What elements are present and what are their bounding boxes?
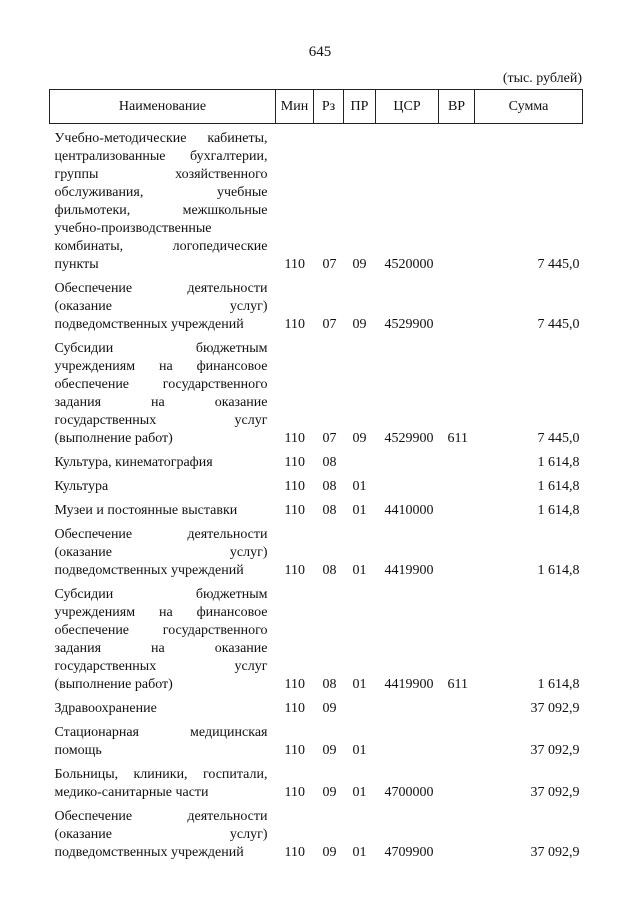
row-min: 110: [284, 257, 305, 272]
table-row: [50, 586, 583, 700]
row-min: 110: [284, 479, 305, 494]
table-row: [50, 502, 583, 526]
row-sum: 1 614,8: [537, 479, 580, 494]
table-row: [50, 700, 583, 724]
row-csr: 4419900: [384, 677, 434, 692]
row-min: 110: [284, 701, 305, 716]
table-row: [50, 724, 583, 766]
row-name: Субсидии бюджетным учреждениям на финансовое обеспечение государственного задания на оказание государственных услуг (выполнение работ): [54, 587, 268, 692]
row-vr: [439, 280, 475, 340]
row-csr: 4529900: [384, 317, 434, 332]
row-csr: [376, 454, 439, 478]
row-rz: 07: [322, 257, 337, 272]
table-row: [50, 766, 583, 808]
row-pr: 09: [352, 257, 367, 272]
table-row: [50, 124, 583, 281]
row-csr: [376, 478, 439, 502]
row-name: Здравоохранение: [54, 701, 157, 716]
row-csr: 4419900: [384, 563, 434, 578]
row-min: 110: [284, 563, 305, 578]
row-csr: [376, 700, 439, 724]
row-pr: 01: [352, 743, 367, 758]
page-number: 645: [308, 44, 332, 60]
row-vr: [439, 124, 475, 281]
table-row: [50, 454, 583, 478]
row-vr: [439, 808, 475, 868]
row-rz: 07: [322, 431, 337, 446]
row-csr: 4529900: [384, 431, 434, 446]
row-name: Обеспечение деятельности (оказание услуг) подведомственных учреждений: [54, 281, 268, 332]
row-vr: [439, 766, 475, 808]
row-pr: [344, 454, 376, 478]
row-min: 110: [284, 677, 305, 692]
row-min: 110: [284, 503, 305, 518]
row-pr: 01: [352, 563, 367, 578]
row-vr: [439, 526, 475, 586]
row-vr: [439, 454, 475, 478]
row-sum: 37 092,9: [530, 845, 580, 860]
row-rz: 09: [322, 701, 337, 716]
row-pr: 01: [352, 845, 367, 860]
row-min: 110: [284, 845, 305, 860]
header-pr: ПР: [344, 90, 376, 124]
row-sum: 37 092,9: [530, 743, 580, 758]
row-name: Субсидии бюджетным учреждениям на финансовое обеспечение государственного задания на оказание государственных услуг (выполнение работ): [54, 341, 268, 446]
row-pr: 01: [352, 677, 367, 692]
row-pr: 09: [352, 317, 367, 332]
table-row: [50, 280, 583, 340]
row-pr: 01: [352, 503, 367, 518]
row-min: 110: [284, 785, 305, 800]
row-pr: 01: [352, 479, 367, 494]
row-name: Обеспечение деятельности (оказание услуг) подведомственных учреждений: [54, 527, 268, 578]
row-rz: 07: [322, 317, 337, 332]
row-rz: 08: [322, 455, 337, 470]
row-csr: 4700000: [384, 785, 434, 800]
unit-note: (тыс. рублей): [502, 71, 582, 86]
header-sum: Сумма: [475, 90, 583, 124]
row-name: Музеи и постоянные выставки: [54, 503, 238, 518]
row-sum: 1 614,8: [537, 563, 580, 578]
row-name: Обеспечение деятельности (оказание услуг) подведомственных учреждений: [54, 809, 268, 860]
table-row: [50, 478, 583, 502]
row-vr: [439, 724, 475, 766]
row-vr: [439, 700, 475, 724]
row-name: Культура: [54, 479, 109, 494]
row-csr: 4709900: [384, 845, 434, 860]
header-vr: ВР: [439, 90, 475, 124]
row-sum: 1 614,8: [537, 503, 580, 518]
header-name: Наименование: [50, 90, 276, 124]
row-rz: 09: [322, 743, 337, 758]
row-sum: 37 092,9: [530, 701, 580, 716]
row-pr: [344, 700, 376, 724]
row-pr: 09: [352, 431, 367, 446]
row-vr: 611: [447, 431, 468, 446]
row-sum: 1 614,8: [537, 455, 580, 470]
row-min: 110: [284, 455, 305, 470]
row-name: Учебно-методические кабинеты, централизованные бухгалтерии, группы хозяйственного обслуживания, учебные фильмотеки, межшкольные учебно-производственные комбинаты, логопедические пункты: [54, 131, 268, 272]
row-rz: 09: [322, 845, 337, 860]
table-row: [50, 808, 583, 868]
table-row: [50, 526, 583, 586]
row-rz: 08: [322, 503, 337, 518]
row-csr: [376, 724, 439, 766]
row-name: Больницы, клиники, госпитали, медико-санитарные части: [54, 767, 268, 800]
row-vr: [439, 502, 475, 526]
header-min: Мин: [276, 90, 314, 124]
row-rz: 09: [322, 785, 337, 800]
row-vr: 611: [447, 677, 468, 692]
header-csr: ЦСР: [376, 90, 439, 124]
row-sum: 7 445,0: [537, 317, 580, 332]
row-csr: 4520000: [384, 257, 434, 272]
budget-table: [49, 89, 583, 868]
row-sum: 7 445,0: [537, 431, 580, 446]
row-rz: 08: [322, 677, 337, 692]
row-sum: 1 614,8: [537, 677, 580, 692]
row-sum: 37 092,9: [530, 785, 580, 800]
row-sum: 7 445,0: [537, 257, 580, 272]
header-rz: Рз: [314, 90, 344, 124]
row-pr: 01: [352, 785, 367, 800]
row-min: 110: [284, 431, 305, 446]
row-vr: [439, 478, 475, 502]
row-rz: 08: [322, 479, 337, 494]
row-name: Стационарная медицинская помощь: [54, 725, 268, 758]
table-header-row: [50, 90, 583, 124]
table-row: [50, 340, 583, 454]
row-csr: 4410000: [384, 503, 434, 518]
row-name: Культура, кинематография: [54, 455, 213, 470]
row-rz: 08: [322, 563, 337, 578]
row-min: 110: [284, 317, 305, 332]
row-min: 110: [284, 743, 305, 758]
